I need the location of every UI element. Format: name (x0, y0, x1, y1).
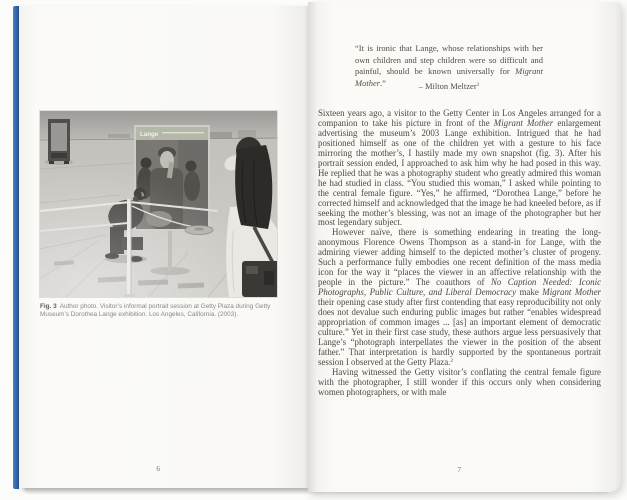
epigraph: “It is ironic that Lange, whose relationships with her own children and step children were so difficult and painful, should be known universally for Migrant Mother.” (355, 43, 543, 88)
figure-caption-text: Author photo. Visitor’s informal portrait session at Getty Plaza during Getty Museum’s Dorothea Lange exhibition. Los Angeles, California. (2003). (40, 303, 271, 319)
page-number-left: 6 (156, 464, 161, 473)
body-paragraph: However naïve, there is something endearing in treating the long-anonymous Florence Owens Thompson as a stand-in for Lange, with the admiring viewer adding himself to the depicted mother’s cluster of progeny. Such a performance fully embodies one recent definition of the mass media icon for the way it “places the viewer in an affective relationship with the people in the picture.” The coauthors of No Caption Needed: Iconic Photographs, Public Culture, and Liberal Democracy make Migrant Mother their opening case study after first contending that easy reproducibility not only does not devalue such enduring public images but rather “enables widespread appropriation of common images ... [as] an important element of democratic culture.” Yet in their first case study, these authors argue less persuasively that Lange’s “photograph interpellates the viewer in the position of the absent father.” That interpretation is hardly supported by the spontaneous portrait session I observed at the Getty Plaza.$^2$ (318, 227, 602, 367)
figure-caption (40, 303, 298, 319)
right-page (308, 2, 621, 492)
getty-plaza-photo (40, 111, 277, 297)
left-page (19, 6, 308, 488)
body-text (318, 109, 601, 398)
body-paragraph: Sixteen years ago, a visitor to the Getty Center in Los Angeles arranged for a companion to take his picture in front of the Migrant Mother enlargement advertising the museum’s 2003 Lange exhibition. Intrigued that he had positioned himself as one of the children yet with a gesture to his face mirroring the mother’s, I hastily made my own snapshot (fig. 3). After his portrait session ended, I approached to ask him why he had posed in this way. He replied that he was a photography student who greatly admired this woman he had studied in class. “You studied this woman,” I asked while pointing to the central female figure. “Yes,” he affirmed, “Dorothea Lange,” before he corrected himself and acknowledged that the image he had kneeled before, as if seeking the mother’s blessing, was not an image of the photographer but her most legendary subject. (318, 108, 602, 228)
epigraph-attribution: – Milton Meltzer$^1$ (418, 81, 480, 91)
page-number-right: 7 (457, 465, 462, 474)
body-paragraph: Having witnessed the Getty visitor’s conflating the central female figure with the photographer, I still wonder if this occurs only when considering women photographers, or with male (318, 366, 601, 397)
figure-photo (40, 111, 277, 297)
figure-caption-label: Fig. 3 (40, 303, 57, 310)
